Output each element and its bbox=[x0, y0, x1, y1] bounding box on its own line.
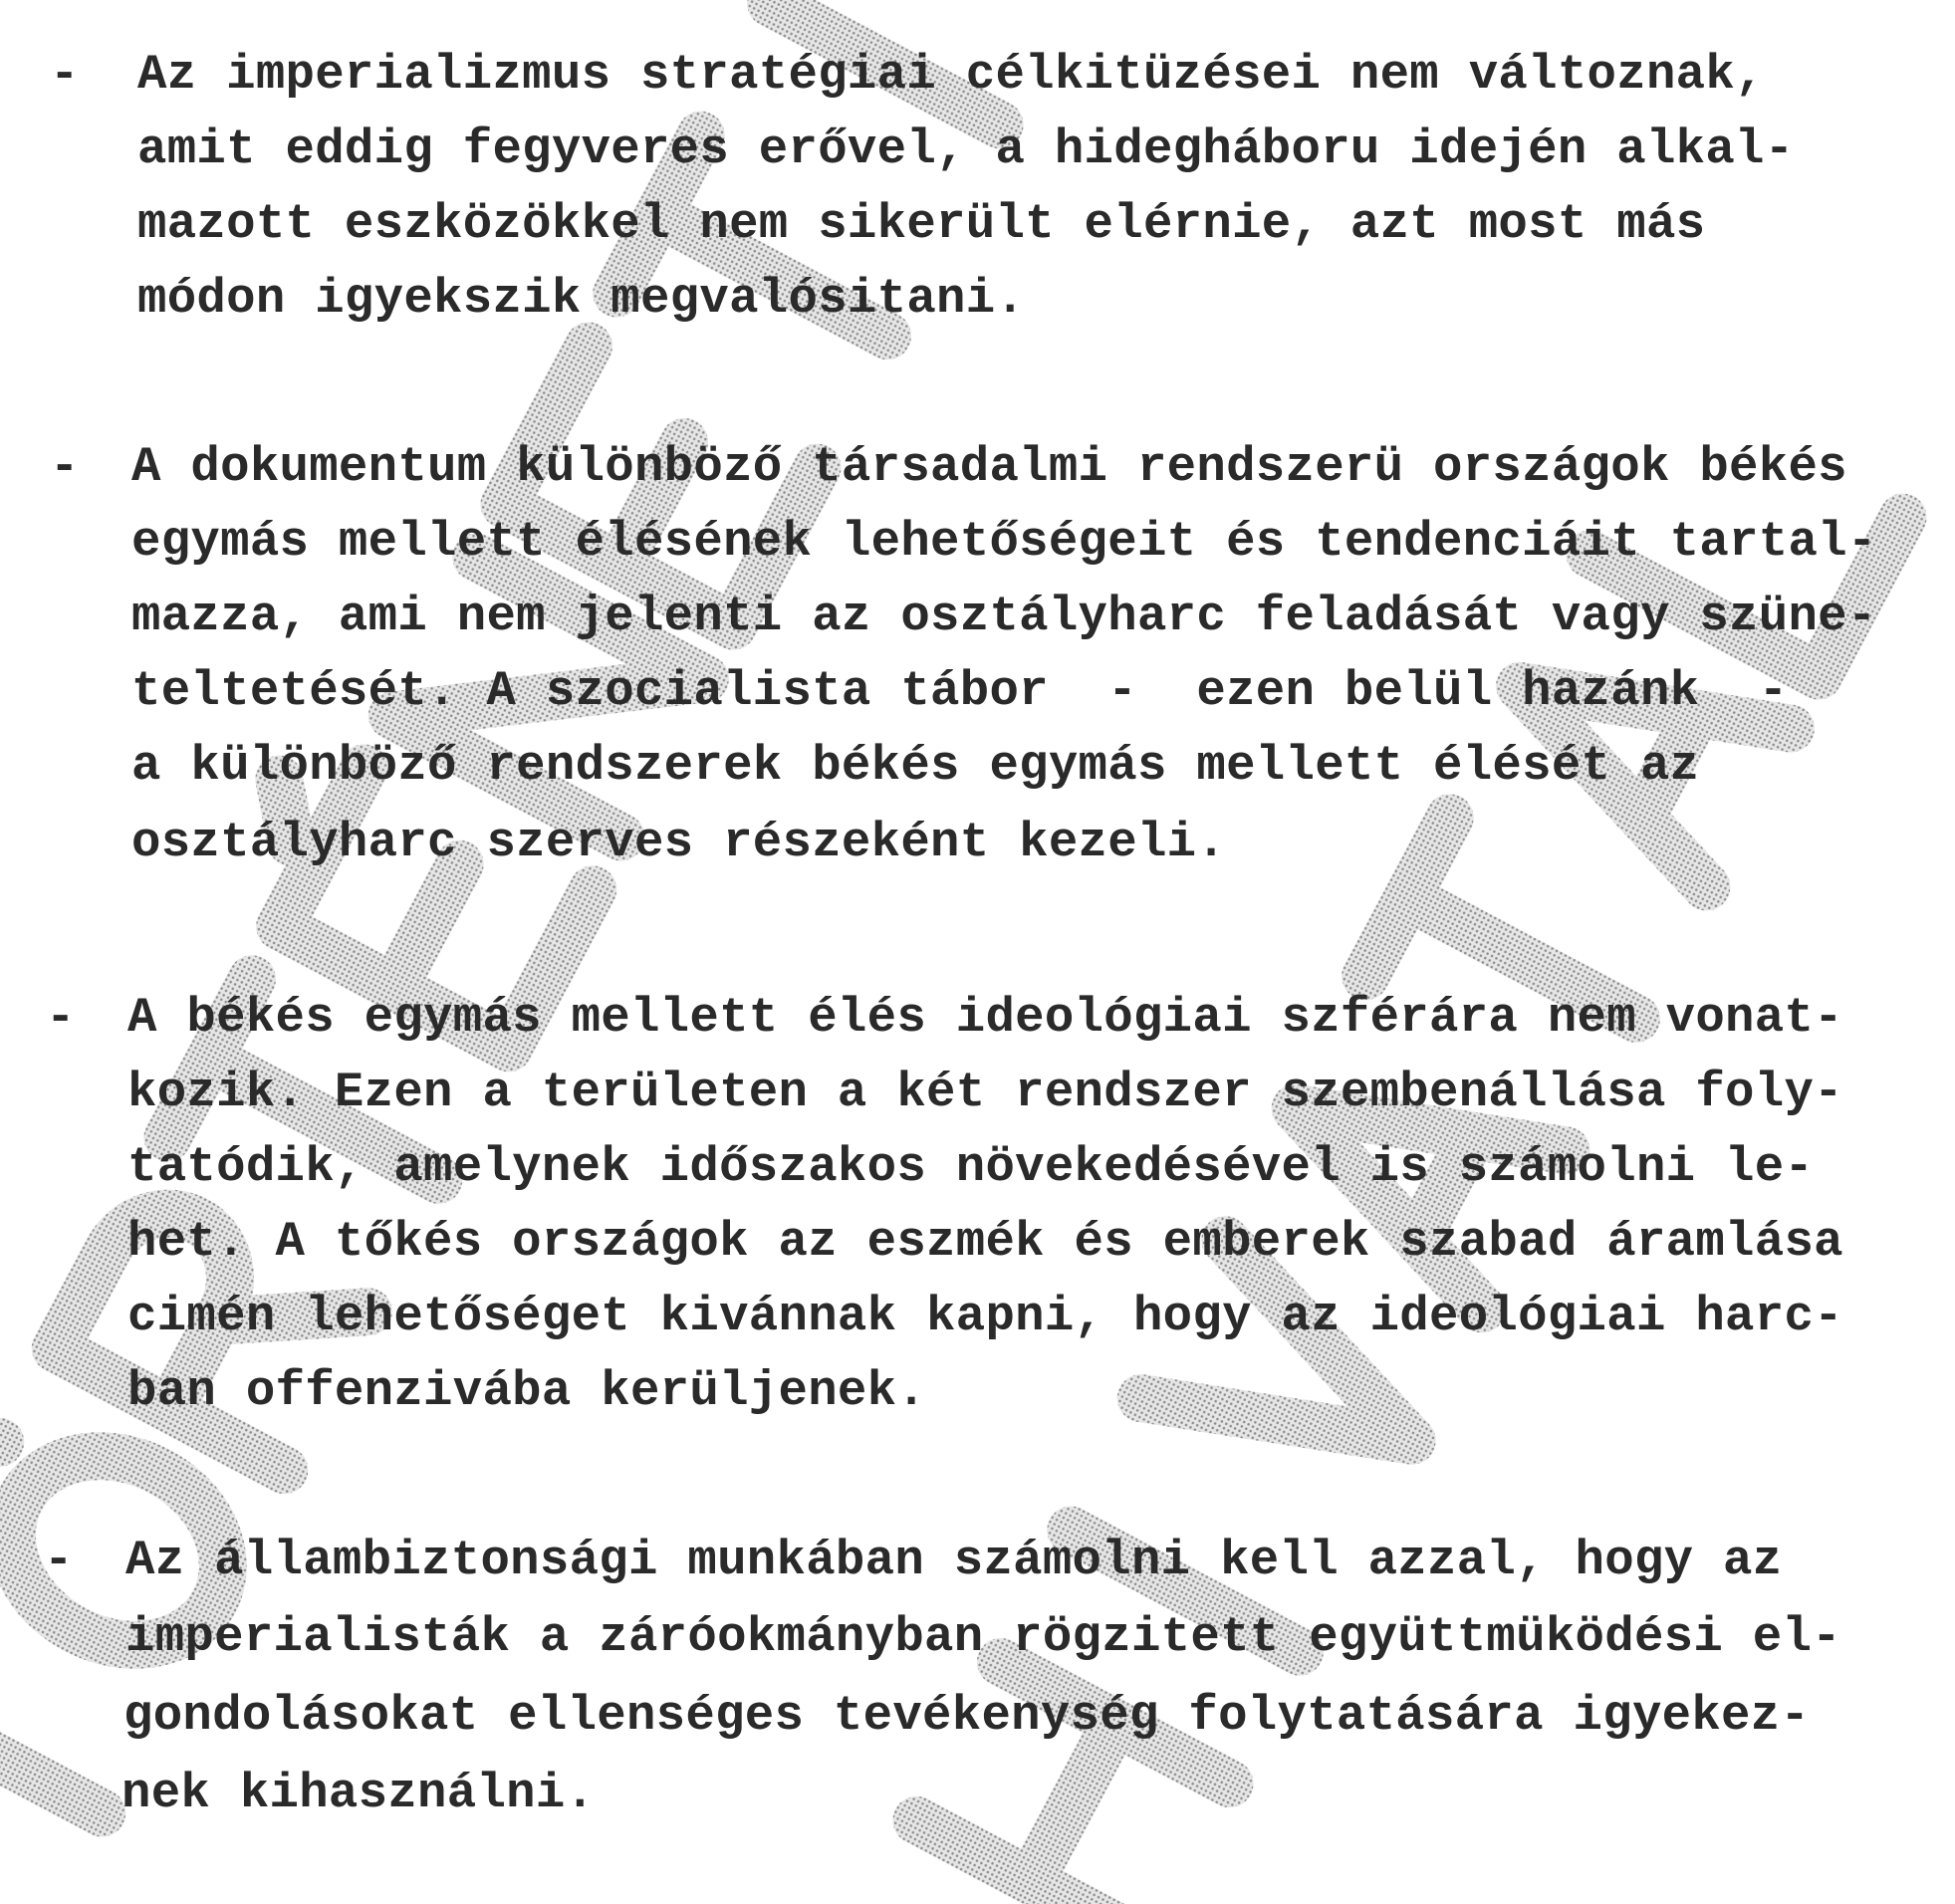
text-line: mazott eszközökkel nem sikerült elérnie, azt most más bbox=[137, 196, 1706, 252]
bullet-dash: - bbox=[46, 990, 76, 1046]
text-line: amit eddig fegyveres erővel, a hidegháboru idején alkal- bbox=[137, 121, 1795, 177]
text-line: a különböző rendszerek békés egymás mellett élését az bbox=[131, 738, 1700, 794]
text-line: cimén lehetőséget kivánnak kapni, hogy az ideológiai harc- bbox=[127, 1289, 1843, 1344]
text-line: teltetését. A szocialista tábor - ezen belül hazánk - bbox=[131, 663, 1789, 719]
text-line: A dokumentum különböző társadalmi rendszerü országok békés bbox=[131, 439, 1847, 495]
text-line: tatódik, amelynek időszakos növekedésével is számolni le- bbox=[127, 1139, 1815, 1195]
bullet-dash: - bbox=[44, 1533, 74, 1588]
text-line: het. A tőkés országok az eszmék és emberek szabad áramlása bbox=[127, 1214, 1843, 1270]
text-line: Az imperializmus stratégiai célkitüzései nem változnak, bbox=[137, 47, 1765, 103]
text-line: nek kihasználni. bbox=[122, 1766, 596, 1821]
text-line: kozik. Ezen a területen a két rendszer szembenállása foly- bbox=[127, 1065, 1843, 1120]
bullet-dash: - bbox=[50, 47, 80, 103]
text-line: imperialisták a záróokmányban rögzitett együttmüködési el- bbox=[125, 1609, 1841, 1665]
text-line: ban offenzivába kerüljenek. bbox=[127, 1363, 927, 1419]
text-line: Az állambiztonsági munkában számolni kell azzal, hogy az bbox=[125, 1533, 1783, 1588]
text-line: egymás mellett élésének lehetőségeit és tendenciáit tartal- bbox=[131, 514, 1877, 570]
text-line: A békés egymás mellett élés ideológiai szférára nem vonat- bbox=[127, 990, 1843, 1046]
text-line: módon igyekszik megvalósitani. bbox=[137, 271, 1026, 327]
text-line: osztályharc szerves részeként kezeli. bbox=[131, 815, 1227, 870]
text-line: mazza, ami nem jelenti az osztályharc feladását vagy szüne- bbox=[131, 589, 1877, 644]
text-line: gondolásokat ellenséges tevékenység folytatására igyekez- bbox=[123, 1688, 1811, 1744]
bullet-dash: - bbox=[50, 439, 80, 495]
